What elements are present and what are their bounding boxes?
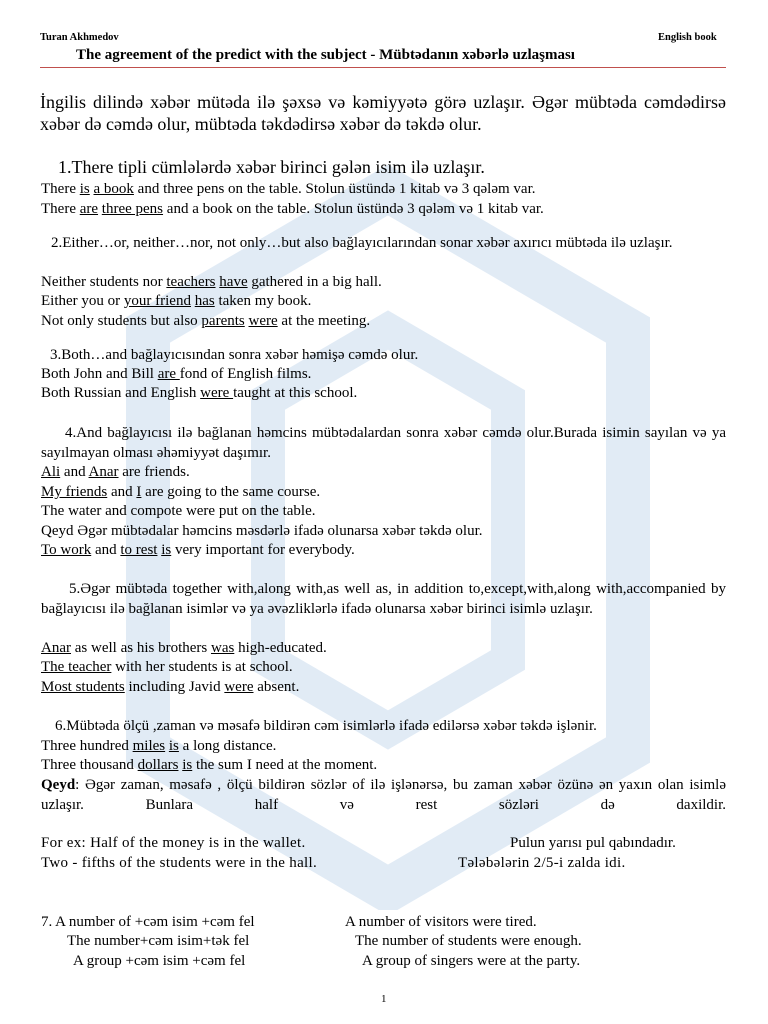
- rule5-example-1: Anar as well as his brothers was high-educated.: [41, 640, 327, 656]
- rule4-note: Qeyd Əgər mübtədalar həmcins məsdərlə ifadə olunarsa xəbər təkdə olur.: [41, 523, 483, 539]
- rule5-example-2: The teacher with her students is at school.: [41, 659, 293, 675]
- rule6-heading: 6.Mübtəda ölçü ,zaman və məsafə bildirən cəm isimlərlə ifadə edilərsə xəbər təkdə işlənir.: [55, 718, 597, 734]
- rule5-example-3: Most students including Javid were absent.: [41, 679, 300, 695]
- rule6-note: Qeyd: Əgər zaman, məsafə , ölçü bildirən sözlər of ilə işlənərsə, bu zaman xəbər özünə ən yaxın olan isimlə uzlaşır. Bunlara half və rest sözləri də daxildir.: [41, 777, 726, 813]
- rule7-pattern-1: 7. A number of +cəm isim +cəm fel: [41, 914, 255, 930]
- rule7-example-3: A group of singers were at the party.: [362, 953, 581, 969]
- rule3-example-1: Both John and Bill are fond of English films.: [41, 366, 312, 382]
- rule7-example-1: A number of visitors were tired.: [345, 914, 537, 930]
- rule2-heading: 2.Either…or, neither…nor, not only…but also bağlayıcılarından sonar xəbər axırıcı mübtəda ilə uzlaşır.: [51, 235, 673, 251]
- rule4-example-3: The water and compote were put on the table.: [41, 503, 316, 519]
- rule4-example-4: To work and to rest is very important for everybody.: [41, 542, 355, 558]
- rule1-example-2: There are three pens and a book on the table. Stolun üstündə 3 qələm və 1 kitab var.: [41, 201, 544, 217]
- rule2-example-1: Neither students nor teachers have gathered in a big hall.: [41, 274, 382, 290]
- rule3-heading: 3.Both…and bağlayıcısından sonra xəbər həmişə cəmdə olur.: [50, 347, 419, 363]
- rule7-example-2: The number of students were enough.: [355, 933, 582, 949]
- rule6-example-2: Three thousand dollars is the sum I need at the moment.: [41, 757, 378, 773]
- rule6-example-3: For ex: Half of the money is in the wallet.: [41, 835, 306, 851]
- rule2-example-3: Not only students but also parents were at the meeting.: [41, 313, 371, 329]
- rule1-example-1: There is a book and three pens on the table. Stolun üstündə 1 kitab və 3 qələm var.: [41, 181, 536, 197]
- rule6-example-4: Two - fifths of the students were in the hall.: [41, 855, 318, 871]
- rule2-example-2: Either you or your friend has taken my book.: [41, 293, 312, 309]
- intro-paragraph: İngilis dilində xəbər mütəda ilə şəxsə və kəmiyyətə görə uzlaşır. Əgər mübtəda cəmdədirsə xəbər də cəmdə olur, mübtəda təkdədirsə xəbər də təkdə olur.: [40, 92, 726, 134]
- rule6-example-3-translation: Pulun yarısı pul qabındadır.: [510, 835, 676, 851]
- page-title: The agreement of the predict with the subject - Mübtədanın xəbərlə uzlaşması: [76, 47, 575, 63]
- rule7-pattern-2: The number+cəm isim+tək fel: [67, 933, 250, 949]
- rule4-example-2: My friends and I are going to the same course.: [41, 484, 321, 500]
- rule5-heading: 5.Əgər mübtəda together with,along with,as well as, in addition to,except,with,along with,accompanied by bağlayıcısı ilə bağlanan isimlər və ya əvəzliklərlə ifadə olunarsa xəbər birinci isimlə uzlaşır.: [41, 581, 726, 617]
- title-rule: [40, 67, 726, 68]
- rule4-example-1: Ali and Anar are friends.: [41, 464, 190, 480]
- book-name: English book: [658, 32, 717, 43]
- page-number: 1: [381, 993, 387, 1005]
- rule4-heading: 4.And bağlayıcısı ilə bağlanan həmcins mübtədalardan sonra xəbər cəmdə olur.Burada isimin sayılan və ya sayılmayan olması əhəmiyyət daşımır.: [41, 425, 726, 461]
- rule3-example-2: Both Russian and English were taught at this school.: [41, 385, 358, 401]
- author-name: Turan Akhmedov: [40, 32, 119, 43]
- rule6-example-1: Three hundred miles is a long distance.: [41, 738, 277, 754]
- rule1-heading: 1.There tipli cümlələrdə xəbər birinci gələn isim ilə uzlaşır.: [58, 157, 485, 177]
- rule6-example-4-translation: Tələbələrin 2/5-i zalda idi.: [458, 855, 626, 871]
- rule7-pattern-3: A group +cəm isim +cəm fel: [73, 953, 246, 969]
